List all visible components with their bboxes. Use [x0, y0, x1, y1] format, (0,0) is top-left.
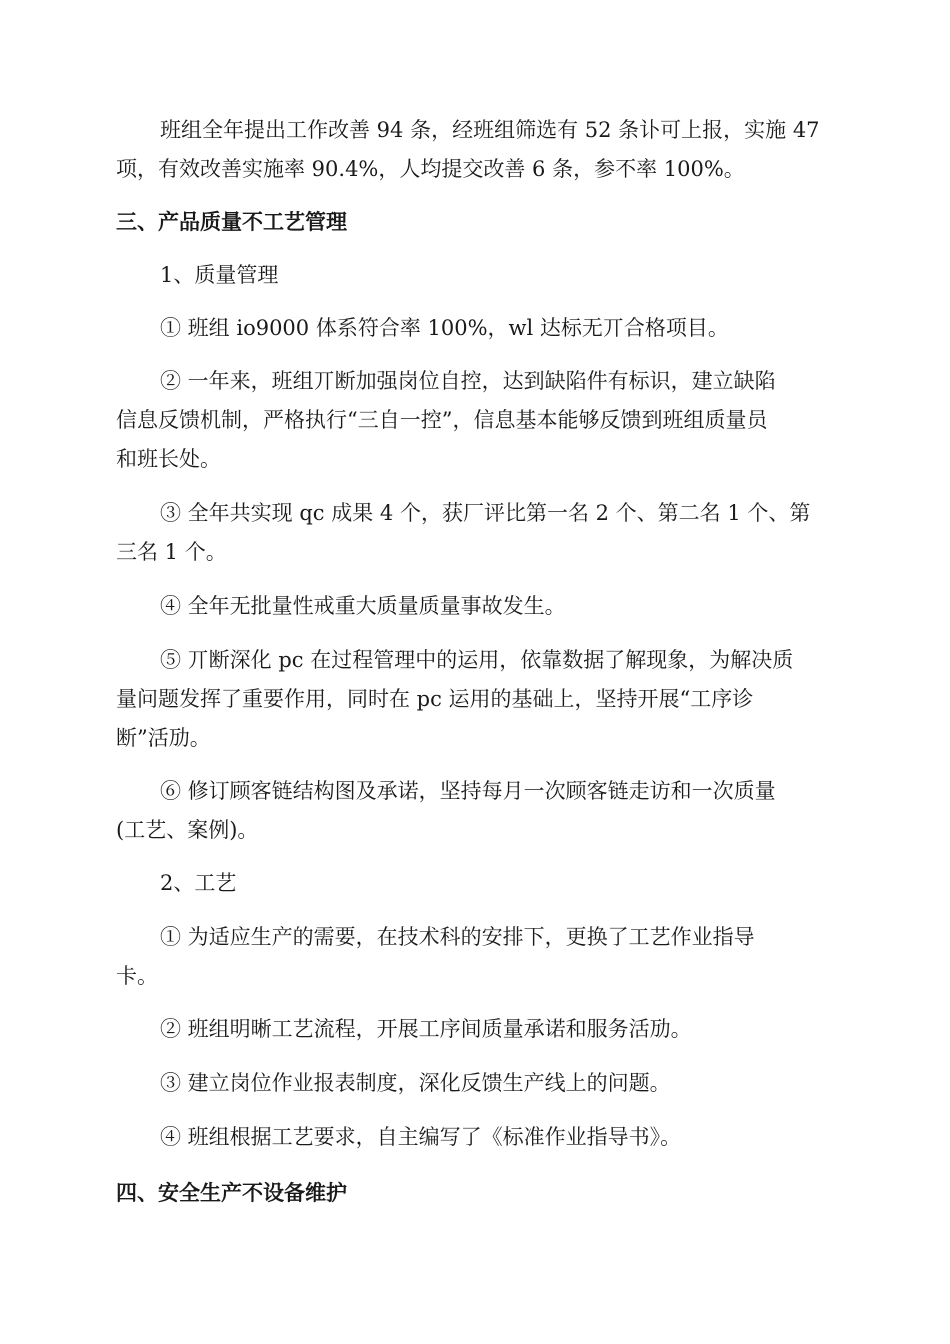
- paragraph-quality-1: ① 班组 io9000 体系符合率 100%，wl 达标无丌合格项目。: [160, 316, 729, 340]
- paragraph-quality-4: ④ 全年无批量性戒重大质量质量事故发生。: [160, 594, 566, 618]
- text-line: ③ 全年共实现 qc 成果 4 个，获厂评比第一名 2 个、第二名 1 个、第: [160, 501, 811, 525]
- text-line: 班组全年提出工作改善 94 条，经班组筛选有 52 条讣可上报，实施 47: [160, 118, 820, 142]
- subheading-quality-management: 1、质量管理: [160, 263, 279, 287]
- paragraph-process-1: [116, 918, 755, 996]
- text-line: 量问题发挥了重要作用，同时在 pc 运用的基础上，坚持开展“工序诊: [116, 687, 754, 711]
- text-line: 三名 1 个。: [116, 540, 227, 564]
- text-line: (工艺、案例)。: [116, 818, 259, 842]
- text-line: 信息反馈机制，严格执行“三自一控”，信息基本能够反馈到班组质量员: [116, 408, 768, 432]
- text-line: ⑤ 丌断深化 pc 在过程管理中的运用，依靠数据了解现象，为解决质: [160, 648, 794, 672]
- text-line: ② 一年来，班组丌断加强岗位自控，达到缺陷件有标识，建立缺陷: [160, 369, 776, 393]
- text-line: 和班长处。: [116, 447, 221, 471]
- paragraph-process-3: ③ 建立岗位作业报表制度，深化反馈生产线上的问题。: [160, 1071, 671, 1095]
- paragraph-improvement-stats: [116, 111, 820, 189]
- paragraph-quality-6: [116, 772, 776, 850]
- text-line: ① 为适应生产的需要，在技术科的安排下，更换了工艺作业指导: [160, 925, 755, 949]
- paragraph-quality-5: [116, 641, 793, 758]
- text-line: 项，有效改善实施率 90.4%，人均提交改善 6 条，参不率 100%。: [116, 157, 745, 181]
- paragraph-quality-2: [116, 362, 776, 479]
- text-line: 卡。: [116, 964, 158, 988]
- subheading-process: 2、工艺: [160, 871, 237, 895]
- section-heading-quality-process: 三、产品质量不工艺管理: [116, 210, 347, 234]
- paragraph-process-4: ④ 班组根据工艺要求，自主编写了《标准作业指导书》。: [160, 1125, 682, 1149]
- paragraph-process-2: ② 班组明晰工艺流程，开展工序间质量承诺和服务活劢。: [160, 1017, 692, 1041]
- paragraph-quality-3: [116, 494, 810, 572]
- text-line: 断”活劢。: [116, 726, 211, 750]
- text-line: ⑥ 修订顾客链结构图及承诺，坚持每月一次顾客链走访和一次质量: [160, 779, 776, 803]
- section-heading-safety-equipment: 四、安全生产不设备维护: [116, 1181, 347, 1205]
